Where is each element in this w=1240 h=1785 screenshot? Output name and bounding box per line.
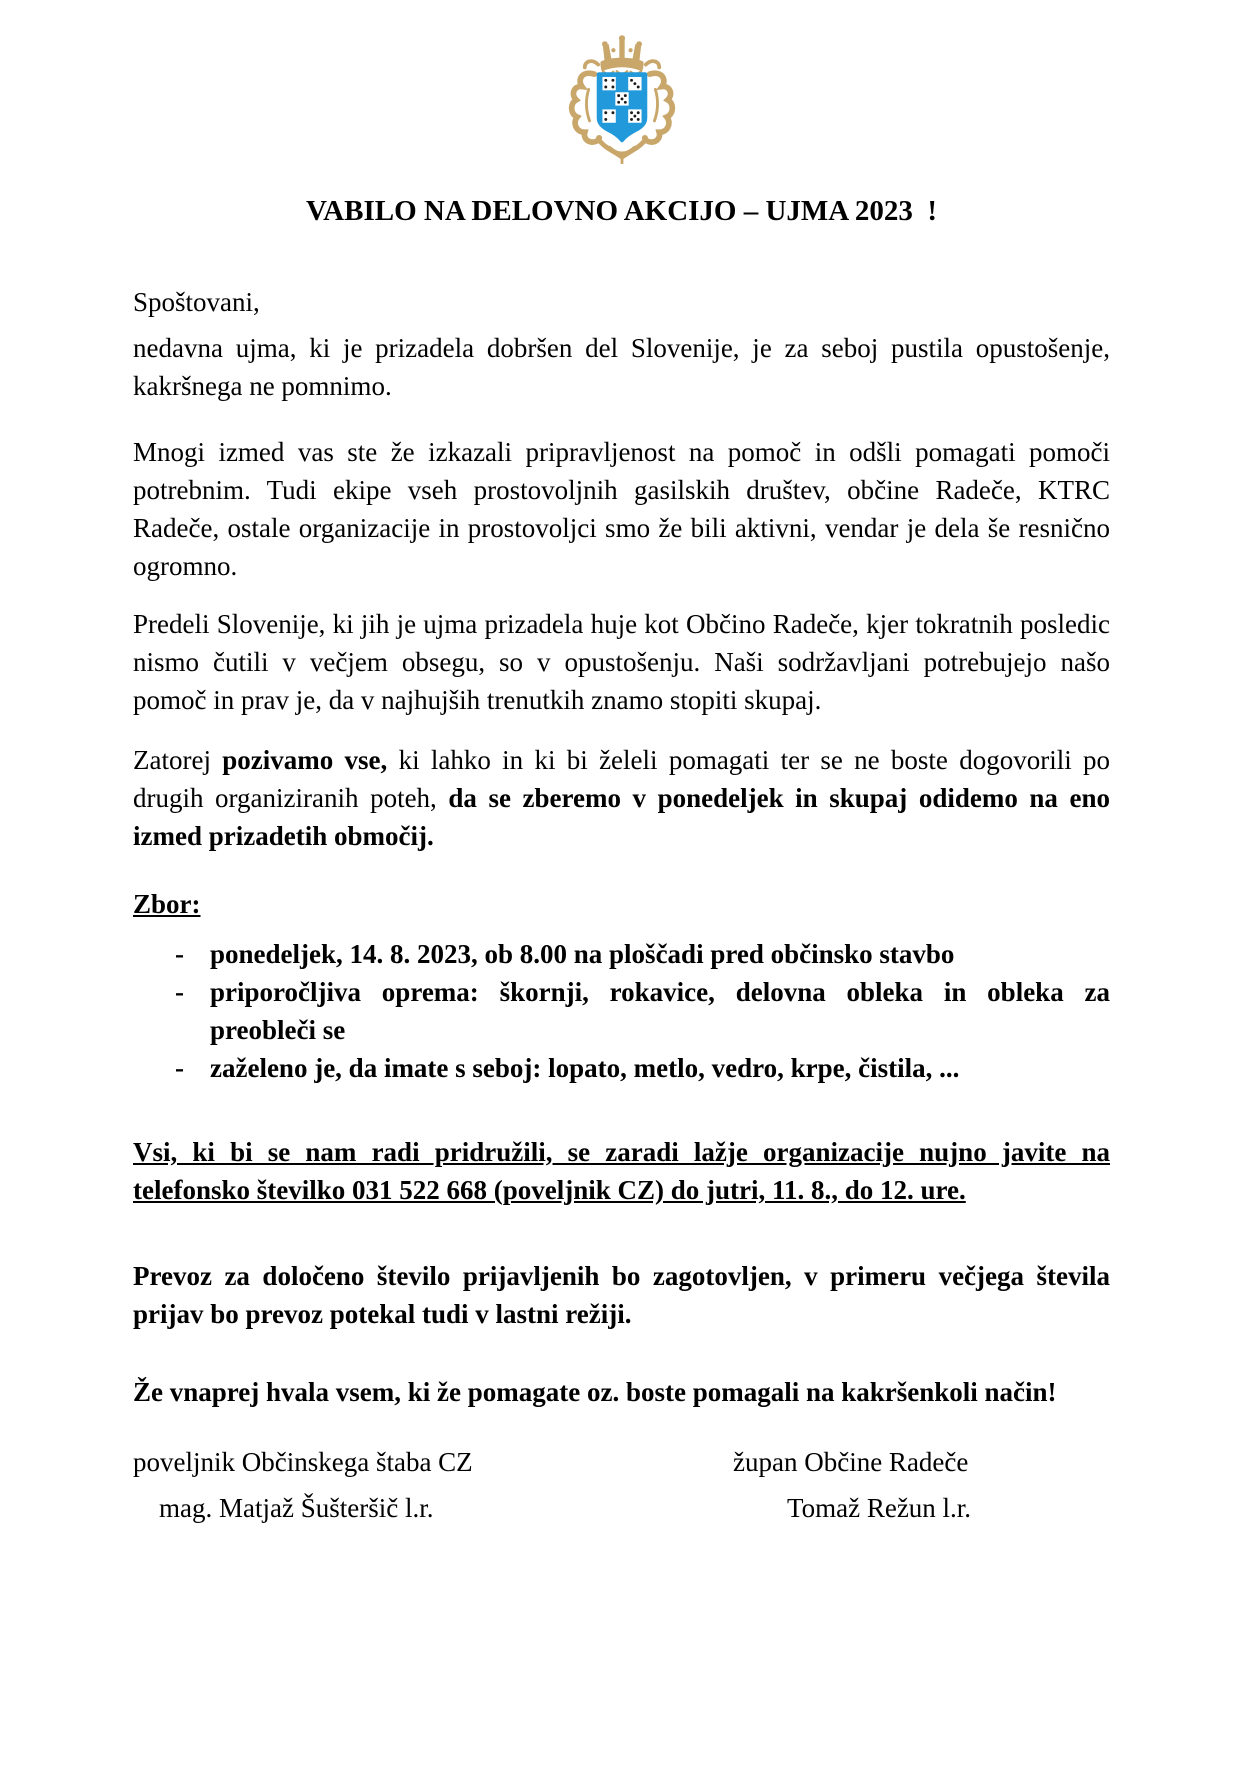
assembly-heading: Zbor:: [133, 889, 201, 919]
bullet-dash-icon: -: [175, 977, 184, 1007]
thanks-notice: Že vnaprej hvala vsem, ki že pomagate oz. boste pomagali na kakršenkoli način!: [133, 1377, 1057, 1407]
transport-notice: Prevoz za določeno število prijavljenih bo zagotovljen, v primeru večjega števila prijav bo prevoz potekal tudi v lastni režiji.: [133, 1261, 1110, 1329]
call-text-bold-1: pozivamo vse,: [222, 745, 388, 775]
call-text-normal-2: ki lahko in ki bi želeli pomagati ter se ne boste dogovorili po drugih organiziranih poteh,: [133, 745, 1111, 813]
signature-roles-row: [133, 1443, 1110, 1481]
bullet-dash-icon: -: [175, 1053, 184, 1083]
signature-name-left: mag. Matjaž Šušteršič l.r.: [159, 1493, 434, 1523]
list-item-text: ponedeljek, 14. 8. 2023, ob 8.00 na ploščadi pred občinsko stavbo: [210, 939, 955, 969]
list-item: [133, 1049, 1110, 1087]
list-item: [133, 973, 1110, 1049]
assembly-bullet-list: [133, 935, 1110, 1087]
signature-name-right: Tomaž Režun l.r.: [787, 1493, 972, 1523]
bullet-dash-icon: -: [175, 939, 184, 969]
signature-role-left: poveljnik Občinskega štaba CZ: [133, 1447, 473, 1477]
logo-container: [133, 30, 1110, 169]
signature-role-right: župan Občine Radeče: [733, 1447, 969, 1477]
page-title: VABILO NA DELOVNO AKCIJO – UJMA 2023 !: [305, 195, 938, 227]
salutation: Spoštovani,: [133, 287, 260, 317]
coat-of-arms-icon: [560, 30, 684, 169]
call-text-bold-2: da se zberemo v ponedeljek in skupaj odidemo na eno izmed prizadetih območij.: [133, 783, 1110, 851]
contact-notice: Vsi, ki bi se nam radi pridružili, se zaradi lažje organizacije nujno javite na telefonsko številko 031 522 668 (poveljnik CZ) do jutri, 11. 8., do 12. ure.: [133, 1137, 1110, 1205]
paragraph-volunteers: Mnogi izmed vas ste že izkazali pripravljenost na pomoč in odšli pomagati pomoči potrebnim. Tudi ekipe vseh prostovoljnih gasilskih društev, občine Radeče, KTRC Radeče, ostale organizacije in prostovoljci smo že bili aktivni, vendar je dela še resnično ogromno.: [133, 437, 1110, 581]
paragraph-affected-regions: Predeli Slovenije, ki jih je ujma prizadela huje kot Občino Radeče, kjer tokratnih posledic nismo čutili v večjem obsegu, so v opustošenju. Naši sodržavljani potrebujejo našo pomoč in prav je, da v najhujših trenutkih znamo stopiti skupaj.: [133, 609, 1110, 715]
letter-page: [0, 30, 1240, 1785]
list-item-text: priporočljiva oprema: škornji, rokavice, delovna obleka in obleka za preobleči se: [210, 977, 1110, 1045]
paragraph-call-to-action: [133, 741, 1110, 855]
signature-names-row: [133, 1489, 1110, 1527]
call-text-normal-1: Zatorej: [133, 745, 223, 775]
list-item-text: zaželeno je, da imate s seboj: lopato, metlo, vedro, krpe, čistila, ...: [210, 1053, 960, 1083]
paragraph-intro: nedavna ujma, ki je prizadela dobršen del Slovenije, je za seboj pustila opustošenje, kakršnega ne pomnimo.: [133, 333, 1110, 401]
list-item: [133, 935, 1110, 973]
